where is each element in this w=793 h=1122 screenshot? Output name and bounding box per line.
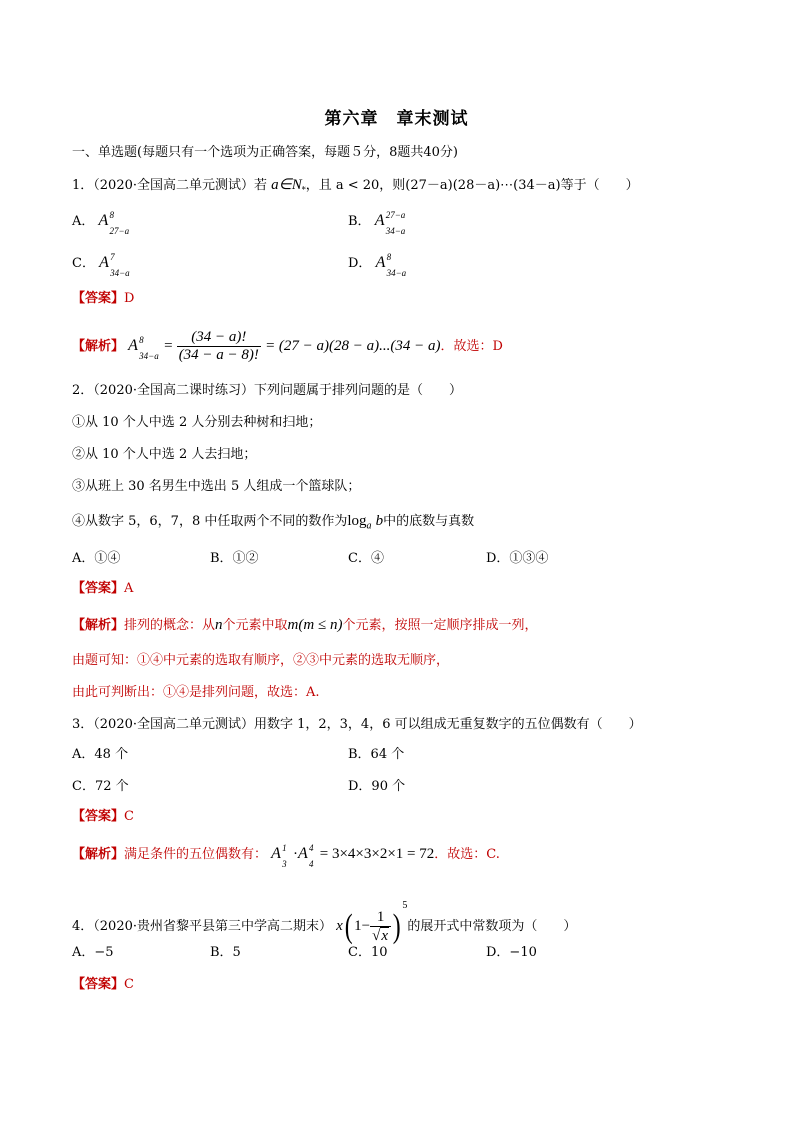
q3-option-c: C．72 个 <box>72 779 129 794</box>
q2-item-2: ②从 10 个人中选 2 人去扫地； <box>72 447 257 462</box>
q1-option-a: A． A 8 27−a <box>72 210 130 236</box>
q2-answer: 【答案】A <box>72 581 134 596</box>
q1-analysis: 【解析】 A 8 34−a = $\frac{(34 - a)!}{(34 - a - 8)!}$ = (27 − a)(28 − a)...(34 − a)．故选：D <box>72 329 503 363</box>
question-3-stem: 3．（2020·全国高二单元测试）用数字 1，2，3，4，6 可以组成无重复数字的五位偶数有（ ） <box>72 717 642 732</box>
question-2-stem: 2．（2020·全国高二课时练习）下列问题属于排列问题的是（ ） <box>72 383 462 398</box>
q4-option-b: B．5 <box>210 945 241 960</box>
q4-answer: 【答案】C <box>72 977 134 992</box>
q3-option-d: D．90 个 <box>348 779 406 794</box>
q2-item-4: ④从数字 5，6，7，8 中任取两个不同的数作为$\log_a b$中的底数与真数 <box>72 513 475 532</box>
q2-item-3: ③从班上 30 名男生中选出 5 人组成一个篮球队； <box>72 479 361 494</box>
q2-analysis-line-2: 由题可知：①④中元素的选取有顺序，②③中元素的选取无顺序， <box>72 653 450 668</box>
q1-option-d: D． A 8 34−a <box>348 252 407 278</box>
q1-answer: 【答案】D <box>72 291 135 306</box>
question-1-stem: 1．（2020·全国高二单元测试）若 $a\in N_*$，且 a < 20，则(27－a)(28－a)⋯(34－a)等于（ ） <box>72 177 639 195</box>
q3-analysis: 【解析】满足条件的五位偶数有： A 1 3 ·A 4 4 = 3×4×3×2×1 = 72．故选：C. <box>72 843 500 869</box>
q4-option-d: D．−10 <box>486 945 537 960</box>
q2-option-d: D．①③④ <box>486 551 549 566</box>
q3-option-b: B．64 个 <box>348 747 405 762</box>
section-heading: 一、单选题(每题只有一个选项为正确答案，每题５分，8题共40分) <box>72 145 458 160</box>
q2-option-b: B．①② <box>210 551 259 566</box>
q4-option-a: A．−5 <box>72 945 114 960</box>
q2-option-a: A．①④ <box>72 551 121 566</box>
q4-option-c: C．10 <box>348 945 388 960</box>
q2-analysis-line-1: 【解析】排列的概念：从n个元素中取m(m ≤ n)个元素，按照一定顺序排成一列， <box>72 617 538 633</box>
question-4-stem: 4．（2020·贵州省黎平县第三中学高二期末） x( 1− $\frac{1}{√x}$ )$^5$的展开式中常数项为（ ） <box>72 900 577 945</box>
q2-item-1: ①从 10 个人中选 2 人分别去种树和扫地； <box>72 415 322 430</box>
q1-option-c: C． A 7 34−a <box>72 252 130 278</box>
q1-option-b: B． A 27−a 34−a <box>348 210 406 236</box>
q3-option-a: A．48 个 <box>72 747 129 762</box>
q3-answer: 【答案】C <box>72 809 134 824</box>
q2-option-c: C．④ <box>348 551 384 566</box>
q2-analysis-line-3: 由此可判断出：①④是排列问题，故选：A. <box>72 685 320 700</box>
page-title: 第六章 章末测试 <box>324 109 469 129</box>
